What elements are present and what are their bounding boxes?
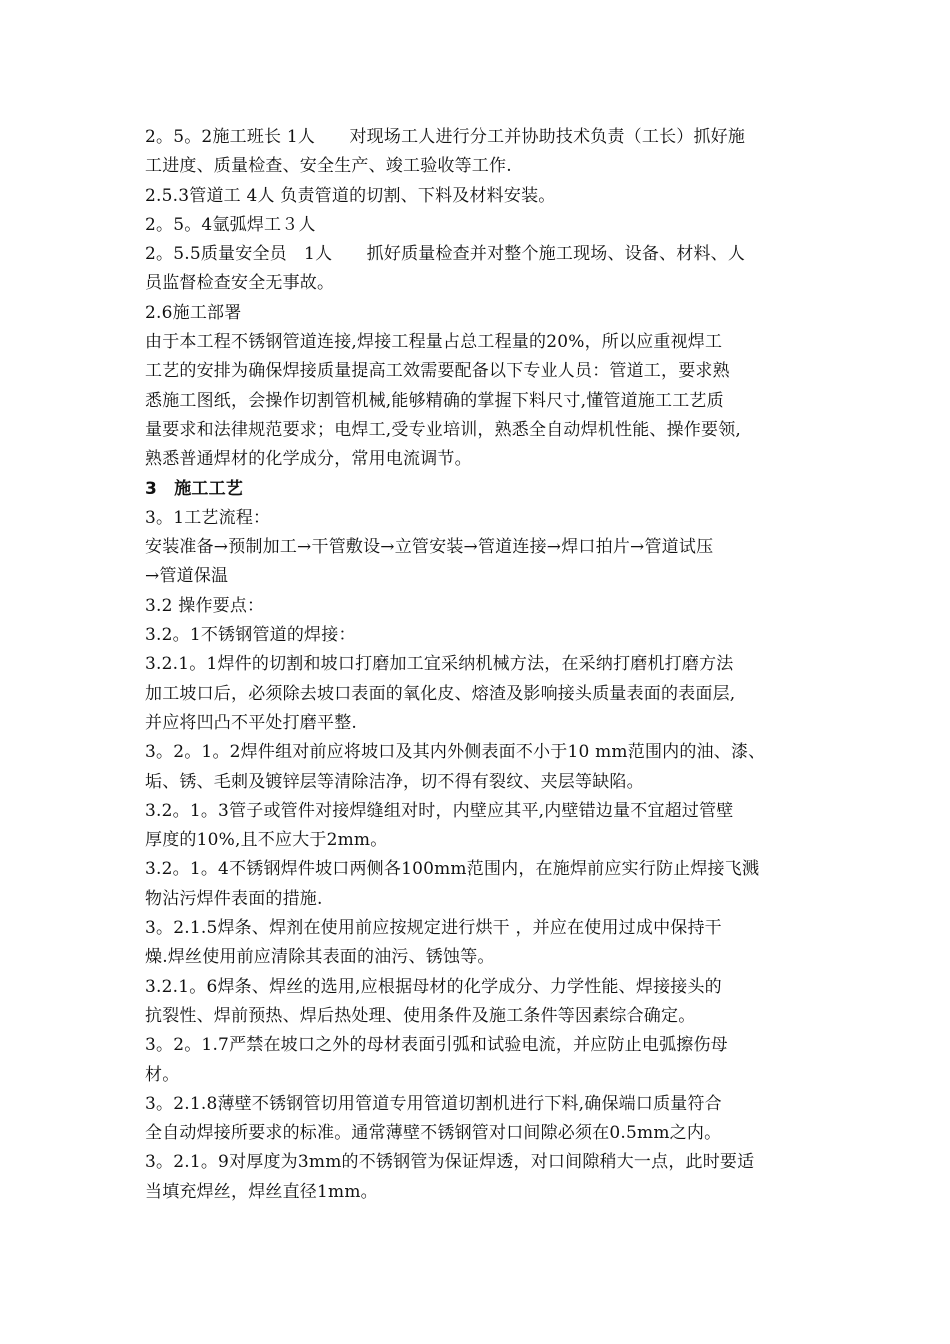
text-line: 全自动焊接所要求的标准。通常薄壁不锈钢管对口间隙必须在0.5mm之内。: [145, 1123, 722, 1144]
text-line: 员监督检查安全无事故。: [145, 273, 335, 294]
chapter-heading: 3 施工工艺: [145, 478, 244, 499]
text-line: 厚度的10%,且不应大于2mm。: [145, 830, 388, 851]
text-line: 燥.焊丝使用前应清除其表面的油污、锈蚀等。: [145, 947, 495, 968]
text-line: 2。5。4氩弧焊工３人: [145, 214, 316, 235]
text-line: 3.2.1。6焊条、焊丝的选用,应根据母材的化学成分、力学性能、焊接接头的: [145, 976, 722, 997]
text-line: 3.2.1。1焊件的切割和坡口打磨加工宜采纳机械方法，在采纳打磨机打磨方法: [145, 654, 734, 675]
text-line: 3.2。1。4不锈钢焊件坡口两侧各100mm范围内，在施焊前应实行防止焊接飞溅: [145, 859, 760, 880]
section-title: 3.2 操作要点：: [145, 595, 265, 616]
section-title: 3.2。1不锈钢管道的焊接：: [145, 625, 356, 646]
text-line: 工艺的安排为确保焊接质量提高工效需要配备以下专业人员：管道工，要求熟: [145, 361, 730, 382]
text-line: 2.5.3管道工 4人 负责管道的切割、下料及材料安装。: [145, 185, 556, 206]
text-line: 3。2.1.8薄壁不锈钢管切用管道专用管道切割机进行下料,确保端口质量符合: [145, 1093, 722, 1114]
text-line: 由于本工程不锈钢管道连接,焊接工程量占总工程量的20%，所以应重视焊工: [145, 332, 723, 353]
text-line: 垢、锈、毛刺及镀锌层等清除洁净，切不得有裂纹、夹层等缺陷。: [145, 771, 644, 792]
text-line: 熟悉普通焊材的化学成分，常用电流调节。: [145, 449, 472, 470]
text-line: 悉施工图纸，会操作切割管机械,能够精确的掌握下料尺寸,懂管道施工工艺质: [145, 390, 724, 411]
text-line: 3.2。1。3管子或管件对接焊缝组对时，内壁应其平,内壁错边量不宜超过管壁: [145, 800, 734, 821]
text-line: 并应将凹凸不平处打磨平整.: [145, 712, 358, 733]
text-line: 工进度、质量检查、安全生产、竣工验收等工作.: [145, 156, 512, 177]
text-line: 2。5。2施工班长 1人 对现场工人进行分工并协助技术负责（工长）抓好施: [145, 127, 746, 147]
document-body: [145, 123, 825, 1207]
text-line: 加工坡口后，必须除去坡口表面的氧化皮、熔渣及影响接头质量表面的表面层,: [145, 683, 736, 704]
section-title: 2.6施工部署: [145, 302, 242, 323]
text-line: 3。2。1.7严禁在坡口之外的母材表面引弧和试验电流，并应防止电弧擦伤母: [145, 1035, 728, 1056]
text-line: 安装准备→预制加工→干管敷设→立管安装→管道连接→焊口拍片→管道试压: [145, 537, 714, 558]
text-line: 物沾污焊件表面的措施.: [145, 888, 323, 909]
text-line: 量要求和法律规范要求；电焊工,受专业培训，熟悉全自动焊机性能、操作要领,: [145, 419, 742, 440]
text-line: 3。2。1。2焊件组对前应将坡口及其内外侧表面不小于10 mm范围内的油、漆、: [145, 742, 766, 763]
text-line: 3。2.1.5焊条、焊剂在使用前应按规定进行烘干 ，并应在使用过成中保持干: [145, 918, 722, 939]
section-title: 3。1工艺流程：: [145, 507, 271, 528]
text-line: 2。5.5质量安全员 1人 抓好质量检查并对整个施工现场、设备、材料、人: [145, 244, 746, 265]
text-line: 抗裂性、焊前预热、焊后热处理、使用条件及施工条件等因素综合确定。: [145, 1005, 696, 1026]
text-line: 3。2.1。9对厚度为3mm的不锈钢管为保证焊透，对口间隙稍大一点，此时要适: [145, 1152, 755, 1173]
text-line: →管道保温: [145, 566, 229, 587]
text-line: 材。: [145, 1064, 180, 1085]
text-line: 当填充焊丝，焊丝直径1mm。: [145, 1181, 378, 1202]
